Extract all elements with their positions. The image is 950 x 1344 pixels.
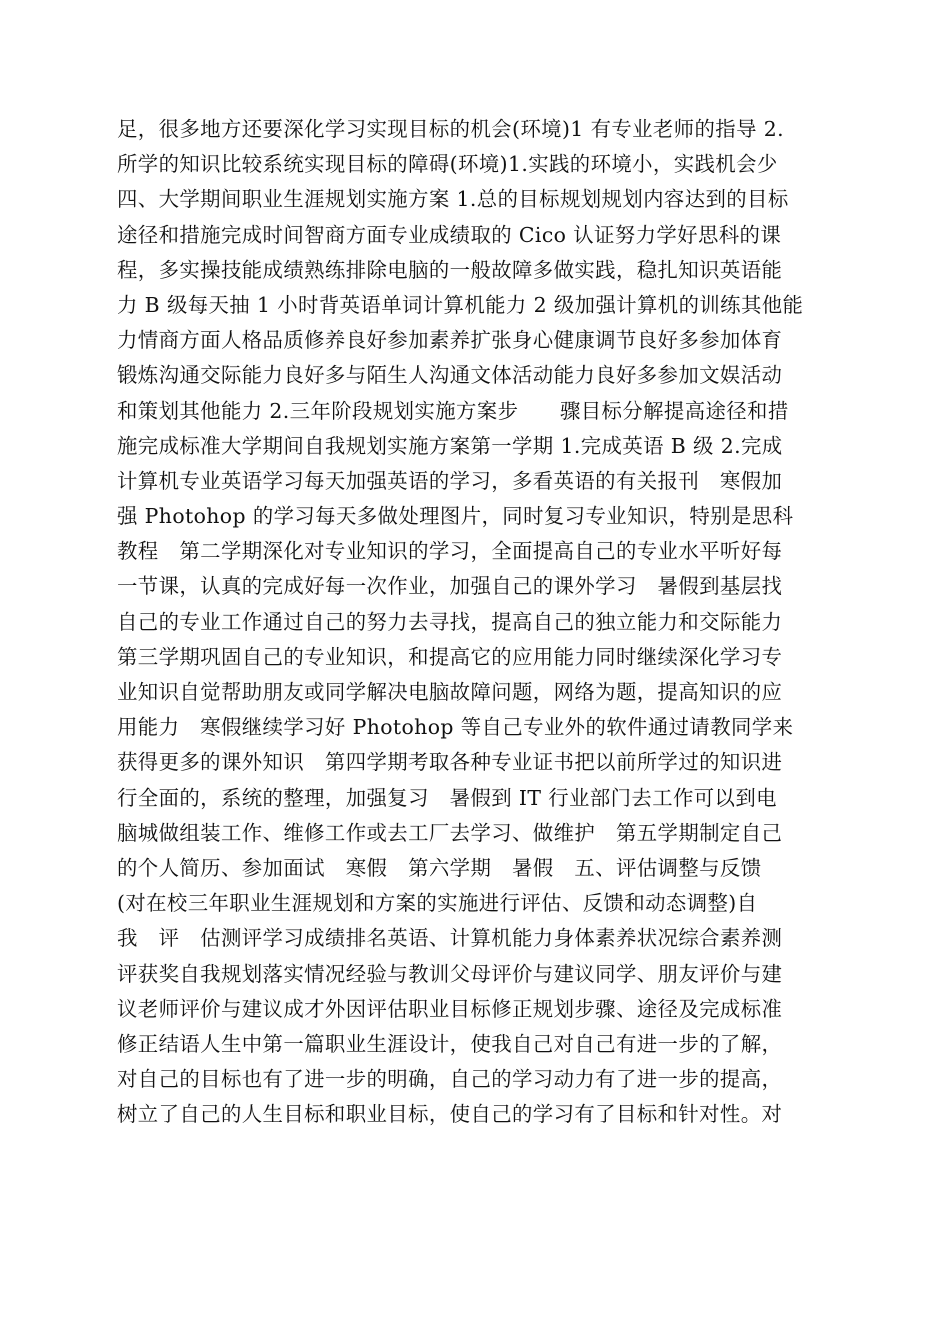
text-line: 对自己的目标也有了进一步的明确，自己的学习动力有了进一步的提高， bbox=[117, 1067, 783, 1092]
text-line: 强 Photohop 的学习每天多做处理图片，同时复习专业知识，特别是思科 bbox=[117, 504, 794, 529]
text-line: 行全面的，系统的整理，加强复习 暑假到 IT 行业部门去工作可以到电 bbox=[117, 785, 777, 810]
text-line: 锻炼沟通交际能力良好多与陌生人沟通文体活动能力良好多参加文娱活动 bbox=[117, 363, 783, 388]
text-line: 所学的知识比较系统实现目标的障碍(环境)1.实践的环境小，实践机会少 bbox=[117, 152, 778, 177]
text-line: 修正结语人生中第一篇职业生涯设计，使我自己对自己有进一步的了解， bbox=[117, 1031, 783, 1056]
text-line: 自己的专业工作通过自己的努力去寻找，提高自己的独立能力和交际能力 bbox=[117, 609, 783, 634]
text-line: 和策划其他能力 2.三年阶段规划实施方案步 骤目标分解提高途径和措 bbox=[117, 398, 789, 423]
text-line: 业知识自觉帮助朋友或同学解决电脑故障问题，网络为题，提高知识的应 bbox=[117, 680, 783, 704]
body-text bbox=[117, 112, 835, 1132]
text-line: 途径和措施完成时间智商方面专业成绩取的 Cico 认证努力学好思科的课 bbox=[117, 222, 782, 247]
text-line: 评获奖自我规划落实情况经验与教训父母评价与建议同学、朋友评价与建 bbox=[117, 961, 783, 986]
text-line: 程，多实操技能成绩熟练排除电脑的一般故障多做实践，稳扎知识英语能 bbox=[117, 257, 783, 282]
text-line: 一节课，认真的完成好每一次作业，加强自己的课外学习 暑假到基层找 bbox=[117, 574, 783, 599]
text-line: 计算机专业英语学习每天加强英语的学习，多看英语的有关报刊 寒假加 bbox=[117, 468, 783, 493]
text-line: 的个人简历、参加面试 寒假 第六学期 暑假 五、评估调整与反馈 bbox=[117, 855, 762, 880]
text-line: 脑城做组装工作、维修工作或去工厂去学习、做维护 第五学期制定自己 bbox=[117, 820, 783, 845]
text-line: 用能力 寒假继续学习好 Photohop 等自己专业外的软件通过请教同学来 bbox=[117, 715, 794, 740]
text-line: 第三学期巩固自己的专业知识，和提高它的应用能力同时继续深化学习专 bbox=[117, 644, 783, 669]
text-line: 我 评 估测评学习成绩排名英语、计算机能力身体素养状况综合素养测 bbox=[117, 926, 783, 951]
text-line: 力情商方面人格品质修养良好参加素养扩张身心健康调节良好多参加体育 bbox=[117, 328, 783, 353]
text-line: 教程 第二学期深化对专业知识的学习，全面提高自己的专业水平听好每 bbox=[117, 539, 783, 564]
text-line: 施完成标准大学期间自我规划实施方案第一学期 1.完成英语 B 级 2.完成 bbox=[117, 433, 783, 458]
text-line: 议老师评价与建议成才外因评估职业目标修正规划步骤、途径及完成标准 bbox=[117, 996, 783, 1021]
text-line: 树立了自己的人生目标和职业目标，使自己的学习有了目标和针对性。对 bbox=[117, 1102, 783, 1127]
text-line: 四、大学期间职业生涯规划实施方案 1.总的目标规划规划内容达到的目标 bbox=[117, 187, 789, 212]
text-line: (对在校三年职业生涯规划和方案的实施进行评估、反馈和动态调整)自 bbox=[117, 891, 758, 916]
text-line: 足，很多地方还要深化学习实现目标的机会(环境)1 有专业老师的指导 2. bbox=[117, 117, 785, 141]
text-line: 力 B 级每天抽 1 小时背英语单词计算机能力 2 级加强计算机的训练其他能 bbox=[117, 292, 804, 317]
text-line: 获得更多的课外知识 第四学期考取各种专业证书把以前所学过的知识进 bbox=[117, 750, 783, 775]
